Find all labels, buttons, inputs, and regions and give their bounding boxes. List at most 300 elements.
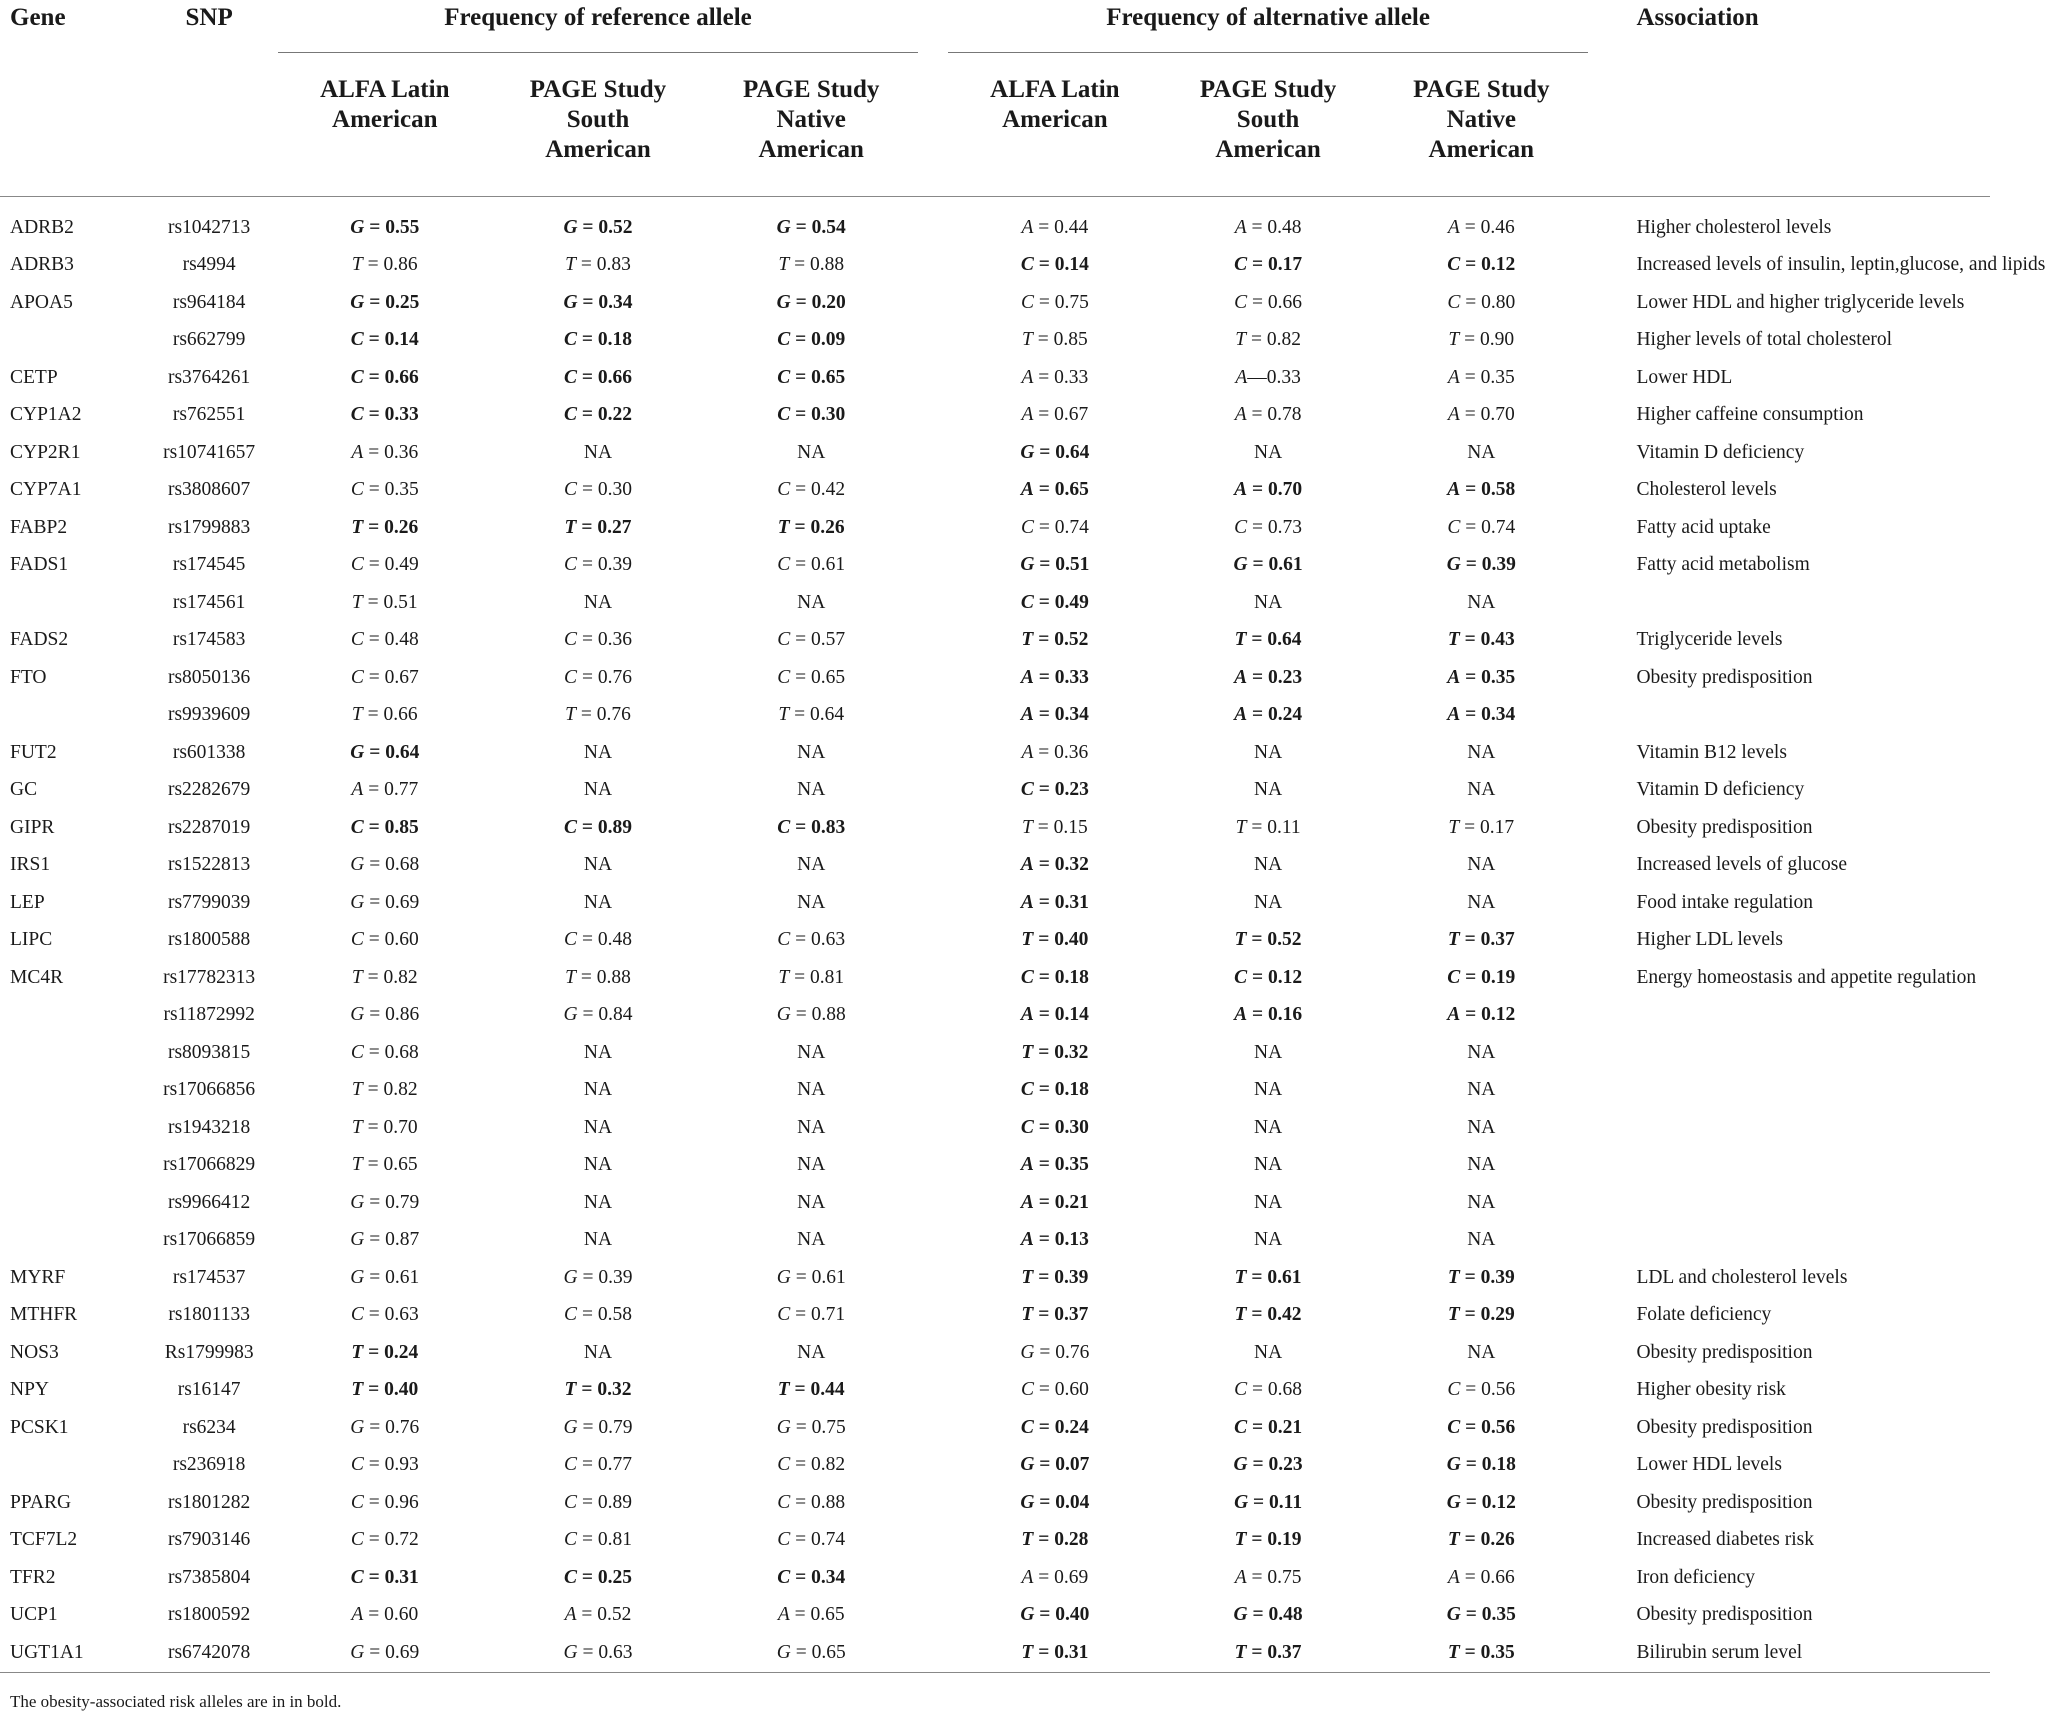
allele: T xyxy=(1021,1266,1034,1288)
ref-freq-cell xyxy=(491,509,704,547)
alt-freq-cell: NA xyxy=(1467,1229,1496,1251)
ref-freq-cell xyxy=(278,959,491,997)
association-cell: Lower HDL xyxy=(1636,366,1733,388)
allele: C xyxy=(563,404,577,426)
ref-freq-cell xyxy=(278,1334,491,1372)
alt-freq-cell: NA xyxy=(1467,1341,1496,1363)
alt-freq-cell xyxy=(948,247,1161,285)
gene-cell xyxy=(0,997,140,1035)
allele: A xyxy=(351,779,364,801)
allele: G xyxy=(1233,1604,1248,1626)
ref-freq-cell xyxy=(278,434,491,472)
association-cell: Food intake regulation xyxy=(1636,891,1813,913)
ref-freq-cell xyxy=(705,1559,918,1597)
alt-freq-cell xyxy=(1375,472,1588,510)
ref-freq-cell xyxy=(491,622,704,660)
ref-freq-cell xyxy=(278,1484,491,1522)
separator: = xyxy=(364,1416,386,1438)
ref-freq-cell xyxy=(278,472,491,510)
frequency-value: 0.76 xyxy=(597,666,632,688)
snp-cell: rs174537 xyxy=(172,1266,246,1288)
separator: = xyxy=(790,1266,812,1288)
snp-cell: rs17782313 xyxy=(163,966,256,988)
frequency-value: 0.31 xyxy=(1054,1641,1089,1663)
frequency-value: 0.12 xyxy=(1481,254,1516,276)
frequency-value: 0.56 xyxy=(1481,1416,1516,1438)
separator: = xyxy=(1247,479,1268,501)
separator: = xyxy=(1032,816,1054,838)
alt-freq-cell xyxy=(1161,1597,1374,1635)
ref-freq-cell xyxy=(278,397,491,435)
separator: = xyxy=(790,404,812,426)
gene-cell: MC4R xyxy=(10,966,64,988)
separator: = xyxy=(363,666,385,688)
separator: = xyxy=(1034,1491,1056,1513)
snp-cell: rs1801133 xyxy=(168,1304,250,1326)
ref-freq-cell xyxy=(491,322,704,360)
frequency-value: 0.34 xyxy=(811,1566,846,1588)
allele: A xyxy=(1020,1154,1034,1176)
frequency-value: 0.49 xyxy=(384,554,419,576)
allele: G xyxy=(563,1004,578,1026)
separator: = xyxy=(790,329,812,351)
separator: = xyxy=(1246,629,1268,651)
allele: T xyxy=(1022,329,1033,351)
separator: = xyxy=(364,216,386,238)
allele: T xyxy=(1021,629,1034,651)
frequency-value: 0.69 xyxy=(1054,1566,1089,1588)
association-cell: Higher LDL levels xyxy=(1636,929,1784,951)
gene-cell: ADRB2 xyxy=(10,216,74,238)
separator: = xyxy=(1460,1004,1482,1026)
table-row xyxy=(0,284,1990,322)
separator: = xyxy=(1247,1004,1268,1026)
frequency-value: 0.30 xyxy=(811,404,846,426)
separator: = xyxy=(1247,1604,1269,1626)
separator: = xyxy=(1459,1566,1481,1588)
allele: C xyxy=(564,554,578,576)
alt-freq-cell xyxy=(948,959,1161,997)
snp-cell: rs11872992 xyxy=(163,1004,255,1026)
allele: A xyxy=(1021,1566,1034,1588)
table-row xyxy=(0,1109,1990,1147)
frequency-value: 0.85 xyxy=(1053,329,1088,351)
table-row xyxy=(0,772,1990,810)
separator: = xyxy=(1246,816,1268,838)
allele: C xyxy=(1020,779,1034,801)
alt-freq-cell xyxy=(948,1447,1161,1485)
separator: = xyxy=(576,1604,598,1626)
ref-freq-cell xyxy=(491,697,704,735)
allele: A xyxy=(1234,479,1248,501)
ref-freq-cell: NA xyxy=(797,1229,826,1251)
ref-freq-cell xyxy=(491,1484,704,1522)
ref-freq-cell xyxy=(705,1522,918,1560)
gene-cell: LEP xyxy=(10,891,45,913)
separator: = xyxy=(1459,629,1481,651)
separator: = xyxy=(363,1304,385,1326)
frequency-value: 0.71 xyxy=(811,1304,846,1326)
gene-cell: NPY xyxy=(10,1379,50,1401)
allele: G xyxy=(563,216,578,238)
frequency-value: 0.18 xyxy=(1054,966,1089,988)
frequency-value: 0.36 xyxy=(1054,741,1089,763)
separator: = xyxy=(577,666,598,688)
allele: A xyxy=(1020,1191,1034,1213)
snp-cell: rs4994 xyxy=(182,254,236,276)
frequency-value: 0.22 xyxy=(597,404,632,426)
separator: = xyxy=(1033,704,1055,726)
allele: C xyxy=(350,1454,364,1476)
separator: = xyxy=(577,816,598,838)
frequency-value: 0.16 xyxy=(1267,1004,1303,1026)
frequency-value: 0.24 xyxy=(1054,1416,1089,1438)
alt-freq-cell xyxy=(1375,997,1588,1035)
frequency-value: 0.25 xyxy=(385,291,420,313)
allele: G xyxy=(1446,1491,1461,1513)
ref-freq-cell xyxy=(705,659,918,697)
alt-freq-cell xyxy=(948,1484,1161,1522)
table-row xyxy=(0,622,1990,660)
separator: = xyxy=(362,1154,384,1176)
gene-cell xyxy=(0,1184,140,1222)
frequency-value: 0.48 xyxy=(597,929,632,951)
separator: = xyxy=(362,966,384,988)
snp-cell: rs7799039 xyxy=(167,891,251,913)
alt-freq-cell xyxy=(1161,1447,1374,1485)
allele: T xyxy=(1021,929,1034,951)
ref-freq-cell xyxy=(278,1559,491,1597)
allele: C xyxy=(1234,516,1248,538)
gene-cell: FADS2 xyxy=(10,629,69,651)
alt-freq-cell xyxy=(948,697,1161,735)
alt-freq-cell xyxy=(1375,959,1588,997)
alt-freq-cell xyxy=(1375,922,1588,960)
separator: = xyxy=(1034,1604,1056,1626)
separator: = xyxy=(1033,1191,1055,1213)
association-cell: Lower HDL levels xyxy=(1636,1454,1782,1476)
separator: = xyxy=(1460,1379,1482,1401)
snp-cell: rs174545 xyxy=(172,554,246,576)
frequency-value: 0.84 xyxy=(598,1004,633,1026)
allele: C xyxy=(350,479,364,501)
allele: T xyxy=(564,516,577,538)
alt-freq-cell xyxy=(948,434,1161,472)
separator: = xyxy=(1033,216,1055,238)
allele: A xyxy=(1020,891,1034,913)
alt-freq-cell: NA xyxy=(1254,1041,1283,1063)
allele: C xyxy=(563,816,577,838)
separator: = xyxy=(1033,666,1055,688)
ref-freq-cell xyxy=(278,1184,491,1222)
allele: C xyxy=(563,329,577,351)
alt-freq-cell xyxy=(948,1109,1161,1147)
allele: T xyxy=(1234,1304,1247,1326)
frequency-value: 0.66 xyxy=(597,366,632,388)
ref-freq-cell xyxy=(491,959,704,997)
separator: = xyxy=(790,1416,812,1438)
separator: = xyxy=(790,479,812,501)
frequency-value: 0.48 xyxy=(1267,216,1302,238)
alt-freq-cell xyxy=(1161,284,1374,322)
separator: = xyxy=(1033,1266,1055,1288)
separator: = xyxy=(363,1341,385,1363)
separator: = xyxy=(1246,929,1268,951)
allele: G xyxy=(1020,554,1035,576)
allele: A xyxy=(1020,479,1034,501)
frequency-value: 0.36 xyxy=(384,441,419,463)
ref-freq-cell: NA xyxy=(797,1191,826,1213)
alt-freq-cell xyxy=(1161,922,1374,960)
table-row xyxy=(0,1634,1990,1672)
allele: T xyxy=(565,254,576,276)
header-gene: Gene xyxy=(10,4,66,31)
frequency-value: 0.35 xyxy=(1054,1154,1089,1176)
allele: C xyxy=(777,629,791,651)
table-row xyxy=(0,397,1990,435)
frequency-value: 0.66 xyxy=(1480,1566,1515,1588)
gene-cell: MYRF xyxy=(10,1266,66,1288)
separator: = xyxy=(1246,1641,1268,1663)
allele: C xyxy=(564,929,578,951)
alt-freq-cell xyxy=(948,197,1161,247)
ref-freq-cell xyxy=(705,359,918,397)
allele: C xyxy=(1020,591,1034,613)
frequency-value: 0.44 xyxy=(810,1379,845,1401)
ref-freq-cell: NA xyxy=(797,1154,826,1176)
separator: = xyxy=(576,516,598,538)
ref-freq-cell xyxy=(278,584,491,622)
allele: T xyxy=(1235,816,1247,838)
gene-cell: GIPR xyxy=(10,816,55,838)
ref-freq-cell xyxy=(705,697,918,735)
frequency-value: 0.57 xyxy=(811,629,846,651)
ref-freq-cell xyxy=(705,959,918,997)
separator: = xyxy=(1033,854,1055,876)
separator: = xyxy=(1246,1566,1268,1588)
frequency-value: 0.39 xyxy=(1481,554,1516,576)
frequency-value: 0.88 xyxy=(811,1004,846,1026)
alt-freq-cell: NA xyxy=(1254,1341,1283,1363)
association-cell: Cholesterol levels xyxy=(1636,479,1777,501)
gene-cell: CYP2R1 xyxy=(10,441,81,463)
alt-freq-cell xyxy=(1161,622,1374,660)
separator: = xyxy=(1033,1116,1055,1138)
frequency-value: 0.64 xyxy=(809,704,845,726)
frequency-value: 0.35 xyxy=(1481,666,1516,688)
frequency-value: 0.49 xyxy=(1054,591,1089,613)
allele: C xyxy=(1447,1379,1461,1401)
ref-freq-cell xyxy=(278,1597,491,1635)
alt-freq-cell: NA xyxy=(1254,741,1283,763)
header-ref-group xyxy=(278,0,918,61)
allele: T xyxy=(351,704,363,726)
allele: T xyxy=(351,1079,363,1101)
alt-freq-cell xyxy=(1375,284,1588,322)
allele: A xyxy=(1447,216,1460,238)
separator: = xyxy=(363,1604,385,1626)
frequency-value: 0.81 xyxy=(809,966,845,988)
association-cell: Vitamin B12 levels xyxy=(1636,741,1787,763)
ref-freq-cell: NA xyxy=(797,891,826,913)
ref-freq-cell: NA xyxy=(583,891,613,913)
association-cell: Higher levels of total cholesterol xyxy=(1636,329,1893,351)
alt-freq-cell xyxy=(948,1634,1161,1672)
alt-freq-cell xyxy=(1161,1259,1374,1297)
ref-freq-cell xyxy=(278,884,491,922)
alt-freq-cell xyxy=(1375,1372,1588,1410)
frequency-value: 0.82 xyxy=(1266,329,1301,351)
gene-cell xyxy=(0,1222,140,1260)
separator: = xyxy=(577,1304,598,1326)
allele: C xyxy=(777,1529,791,1551)
alt-freq-cell xyxy=(1375,622,1588,660)
footnote: The obesity-associated risk alleles are in in bold. xyxy=(0,1672,1990,1717)
association-cell: Obesity predisposition xyxy=(1636,1416,1813,1438)
separator: = xyxy=(577,291,599,313)
gene-cell: FABP2 xyxy=(10,516,68,538)
allele: A xyxy=(1447,404,1460,426)
separator: = xyxy=(577,404,598,426)
frequency-value: 0.35 xyxy=(1480,1641,1515,1663)
allele: G xyxy=(1020,1454,1035,1476)
separator: = xyxy=(576,1379,598,1401)
table-row xyxy=(0,697,1990,735)
frequency-value: 0.19 xyxy=(1267,1529,1302,1551)
allele: G xyxy=(1233,554,1248,576)
frequency-value: 0.35 xyxy=(384,479,419,501)
separator: = xyxy=(1247,1454,1269,1476)
frequency-value: 0.89 xyxy=(597,816,632,838)
snp-cell: rs7903146 xyxy=(167,1529,251,1551)
alt-freq-cell xyxy=(1375,509,1588,547)
frequency-value: 0.14 xyxy=(384,329,419,351)
frequency-value: 0.12 xyxy=(1481,1004,1516,1026)
allele: C xyxy=(1234,1379,1248,1401)
frequency-value: 0.40 xyxy=(384,1379,419,1401)
alt-freq-cell xyxy=(948,1597,1161,1635)
allele: G xyxy=(1020,1341,1035,1363)
separator: = xyxy=(1034,1454,1056,1476)
snp-cell: rs1042713 xyxy=(167,216,251,238)
allele: C xyxy=(1020,966,1034,988)
ref-freq-cell xyxy=(278,809,491,847)
alt-freq-cell: NA xyxy=(1254,1191,1283,1213)
separator: = xyxy=(1460,516,1482,538)
frequency-value: 0.82 xyxy=(383,1079,418,1101)
allele: T xyxy=(565,704,576,726)
frequency-value: 0.86 xyxy=(385,1004,420,1026)
separator: = xyxy=(790,1566,812,1588)
alt-freq-cell xyxy=(1161,1409,1374,1447)
separator: = xyxy=(1033,1079,1055,1101)
alt-freq-cell xyxy=(948,772,1161,810)
allele: T xyxy=(1234,1266,1247,1288)
separator: = xyxy=(363,1041,385,1063)
alt-freq-cell xyxy=(1161,959,1374,997)
allele: T xyxy=(564,1379,577,1401)
frequency-value: 0.51 xyxy=(383,591,418,613)
frequency-value: 0.60 xyxy=(1054,1379,1089,1401)
snp-cell: rs10741657 xyxy=(163,441,256,463)
frequency-value: 0.64 xyxy=(1055,441,1090,463)
ref-freq-cell xyxy=(491,659,704,697)
separator: = xyxy=(1247,554,1269,576)
alt-freq-cell: NA xyxy=(1254,779,1283,801)
gene-cell: ADRB3 xyxy=(10,254,74,276)
allele: G xyxy=(350,1416,365,1438)
frequency-value: 0.52 xyxy=(598,216,633,238)
allele: G xyxy=(1233,1454,1248,1476)
gene-cell: PPARG xyxy=(10,1491,72,1513)
ref-freq-cell xyxy=(278,1259,491,1297)
association-cell: Increased levels of insulin, leptin,glucose, and lipids xyxy=(1636,254,2045,276)
allele: T xyxy=(351,966,363,988)
separator: = xyxy=(790,366,812,388)
frequency-value: 0.82 xyxy=(383,966,418,988)
association-cell: Increased levels of glucose xyxy=(1636,854,1848,876)
alt-freq-cell: NA xyxy=(1467,591,1496,613)
ref-freq-cell xyxy=(491,1522,704,1560)
allele: T xyxy=(351,1116,363,1138)
alt-freq-cell xyxy=(1375,1447,1588,1485)
gene-cell: FUT2 xyxy=(10,741,57,763)
allele: A xyxy=(1020,666,1034,688)
alt-freq-cell xyxy=(948,997,1161,1035)
table-row xyxy=(0,1297,1990,1335)
allele: A xyxy=(1447,666,1461,688)
association-cell: LDL and cholesterol levels xyxy=(1636,1266,1848,1288)
alt-freq-cell xyxy=(1375,1597,1588,1635)
alt-freq-cell xyxy=(948,1372,1161,1410)
frequency-value: 0.07 xyxy=(1055,1454,1090,1476)
separator: = xyxy=(1033,1154,1055,1176)
ref-freq-cell xyxy=(705,197,918,247)
allele: C xyxy=(350,1529,364,1551)
association-cell xyxy=(1624,1147,1990,1185)
frequency-value: 0.67 xyxy=(384,666,419,688)
snp-cell: rs1943218 xyxy=(167,1116,251,1138)
frequency-value: 0.76 xyxy=(385,1416,420,1438)
alt-freq-cell xyxy=(948,472,1161,510)
ref-freq-cell xyxy=(278,1072,491,1110)
allele: T xyxy=(351,254,363,276)
table-row xyxy=(0,884,1990,922)
alt-freq-cell: NA xyxy=(1467,1116,1496,1138)
allele: C xyxy=(1020,516,1034,538)
allele: T xyxy=(1234,929,1247,951)
frequency-value: 0.25 xyxy=(597,1566,632,1588)
ref-freq-cell xyxy=(705,997,918,1035)
ref-freq-cell xyxy=(278,847,491,885)
allele: C xyxy=(1234,1416,1248,1438)
separator: = xyxy=(1459,329,1481,351)
separator: = xyxy=(1459,1304,1481,1326)
association-cell: Fatty acid uptake xyxy=(1636,516,1771,538)
association-cell: Fatty acid metabolism xyxy=(1636,554,1810,576)
snp-cell: rs9939609 xyxy=(167,704,251,726)
frequency-value: 0.72 xyxy=(384,1529,419,1551)
gene-cell xyxy=(0,1072,140,1110)
snp-cell: rs1801282 xyxy=(167,1491,251,1513)
alt-group-label: Frequency of alternative allele xyxy=(948,4,1588,53)
allele: C xyxy=(777,666,791,688)
separator: = xyxy=(790,816,812,838)
frequency-value: 0.40 xyxy=(1054,929,1089,951)
frequency-value: 0.23 xyxy=(1054,779,1089,801)
allele: C xyxy=(564,1304,578,1326)
ref-freq-cell: NA xyxy=(583,1041,613,1063)
